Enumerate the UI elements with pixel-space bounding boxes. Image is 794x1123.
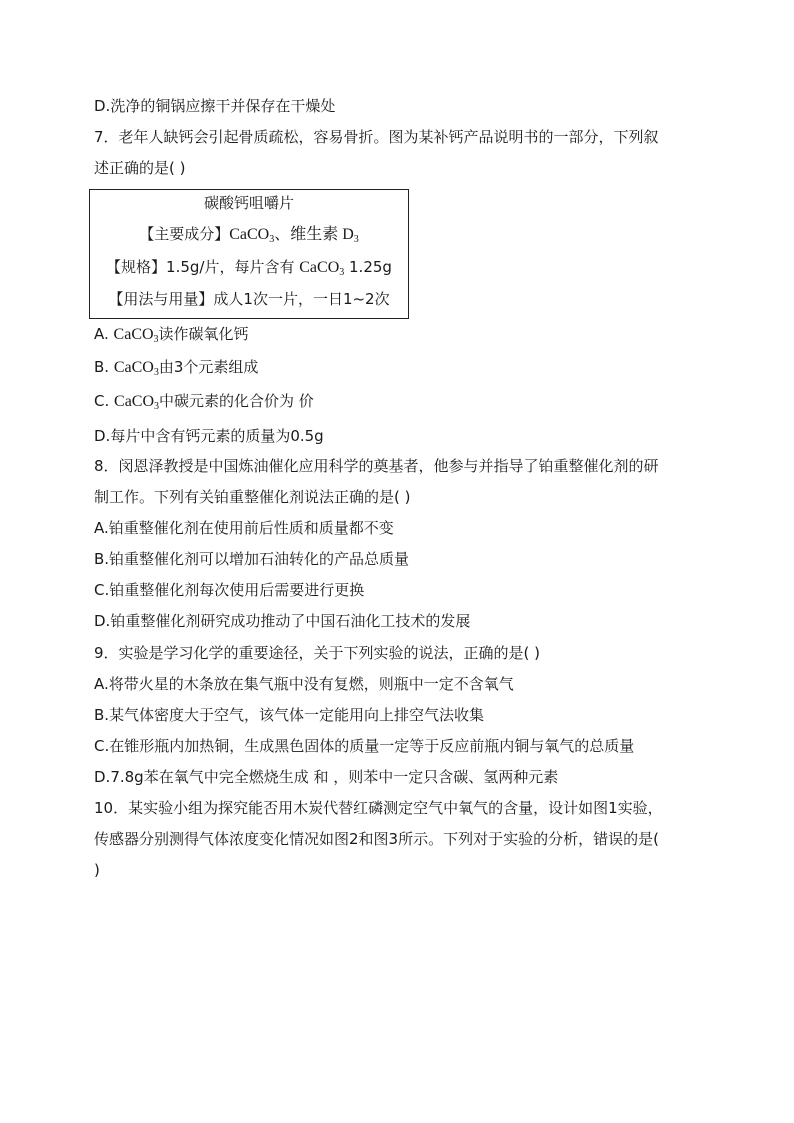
product-label-box: [89, 189, 409, 319]
product-label-spec: [90, 257, 408, 278]
ingredients-key: 【主要成分】: [139, 225, 230, 243]
formula-caco3: CaCO$_3$: [113, 359, 159, 378]
q7-option-c: C. CaCO$_3$中碳元素的化合价为 价: [94, 392, 314, 412]
q7-option-a: A. CaCO$_3$读作碳氧化钙: [94, 325, 249, 345]
q9-option-c: C.在锥形瓶内加热铜，生成黑色固体的质量一定等于反应前瓶内铜与氧气的总质量: [94, 737, 635, 755]
product-label-ingredients: [90, 224, 408, 245]
q8-option-d: D.铂重整催化剂研究成功推动了中国石油化工技术的发展: [94, 612, 471, 630]
q8-stem-line1: 8．闵恩泽教授是中国炼油催化应用科学的奠基者，他参与并指导了铂重整催化剂的研: [94, 457, 659, 475]
q7-option-d: D.每片中含有钙元素的质量为0.5g: [94, 427, 324, 445]
ingredients-formula: CaCO$_3$: [229, 226, 275, 245]
product-label-usage: [90, 289, 408, 309]
q9-stem: 9．实验是学习化学的重要途径，关于下列实验的说法，正确的是( ): [94, 644, 541, 662]
q9-option-b: B.某气体密度大于空气，该气体一定能用向上排空气法收集: [94, 706, 485, 724]
q10-stem-line3: ): [94, 861, 100, 879]
q10-stem-line1: 10．某实验小组为探究能否用木炭代替红磷测定空气中氧气的含量，设计如图1实验，: [94, 799, 663, 817]
usage-value: 成人1次一片，一日1~2次: [213, 290, 390, 308]
product-label-title: 碳酸钙咀嚼片: [203, 194, 294, 212]
formula-caco3: CaCO$_3$: [114, 393, 160, 412]
spec-value-2: 1.25g: [344, 258, 392, 276]
q8-option-b: B.铂重整催化剂可以增加石油转化的产品总质量: [94, 550, 410, 568]
spec-formula: CaCO$_3$: [299, 259, 345, 278]
q8-option-c: C.铂重整催化剂每次使用后需要进行更换: [94, 581, 365, 599]
q7-option-b: B. CaCO$_3$由3个元素组成: [94, 358, 259, 378]
q9-option-a: A.将带火星的木条放在集气瓶中没有复燃，则瓶中一定不含氧气: [94, 675, 514, 693]
usage-key: 【用法与用量】: [108, 290, 214, 308]
q9-option-d: D.7.8g苯在氧气中完全燃烧生成 和 ，则苯中一定只含碳、氢两种元素: [94, 768, 559, 786]
spec-key: 【规格】: [106, 258, 167, 276]
q10-stem-line2: 传感器分别测得气体浓度变化情况如图2和图3所示。下列对于实验的分析，错误的是(: [94, 830, 659, 848]
ingredients-rest: 、维生素 $D_3$: [274, 226, 359, 245]
formula-caco3: CaCO$_3$: [113, 326, 159, 345]
q7-stem-line2: 述正确的是( ): [94, 159, 186, 177]
q8-stem-line2: 制工作。下列有关铂重整催化剂说法正确的是( ): [94, 488, 411, 506]
q6-option-d: D.洗净的铜锅应擦干并保存在干燥处: [94, 97, 336, 115]
q7-stem-line1: 7．老年人缺钙会引起骨质疏松，容易骨折。图为某补钙产品说明书的一部分，下列叙: [94, 128, 659, 146]
spec-value-1: 1.5g/片，每片含有: [166, 258, 300, 276]
q8-option-a: A.铂重整催化剂在使用前后性质和质量都不变: [94, 519, 394, 537]
